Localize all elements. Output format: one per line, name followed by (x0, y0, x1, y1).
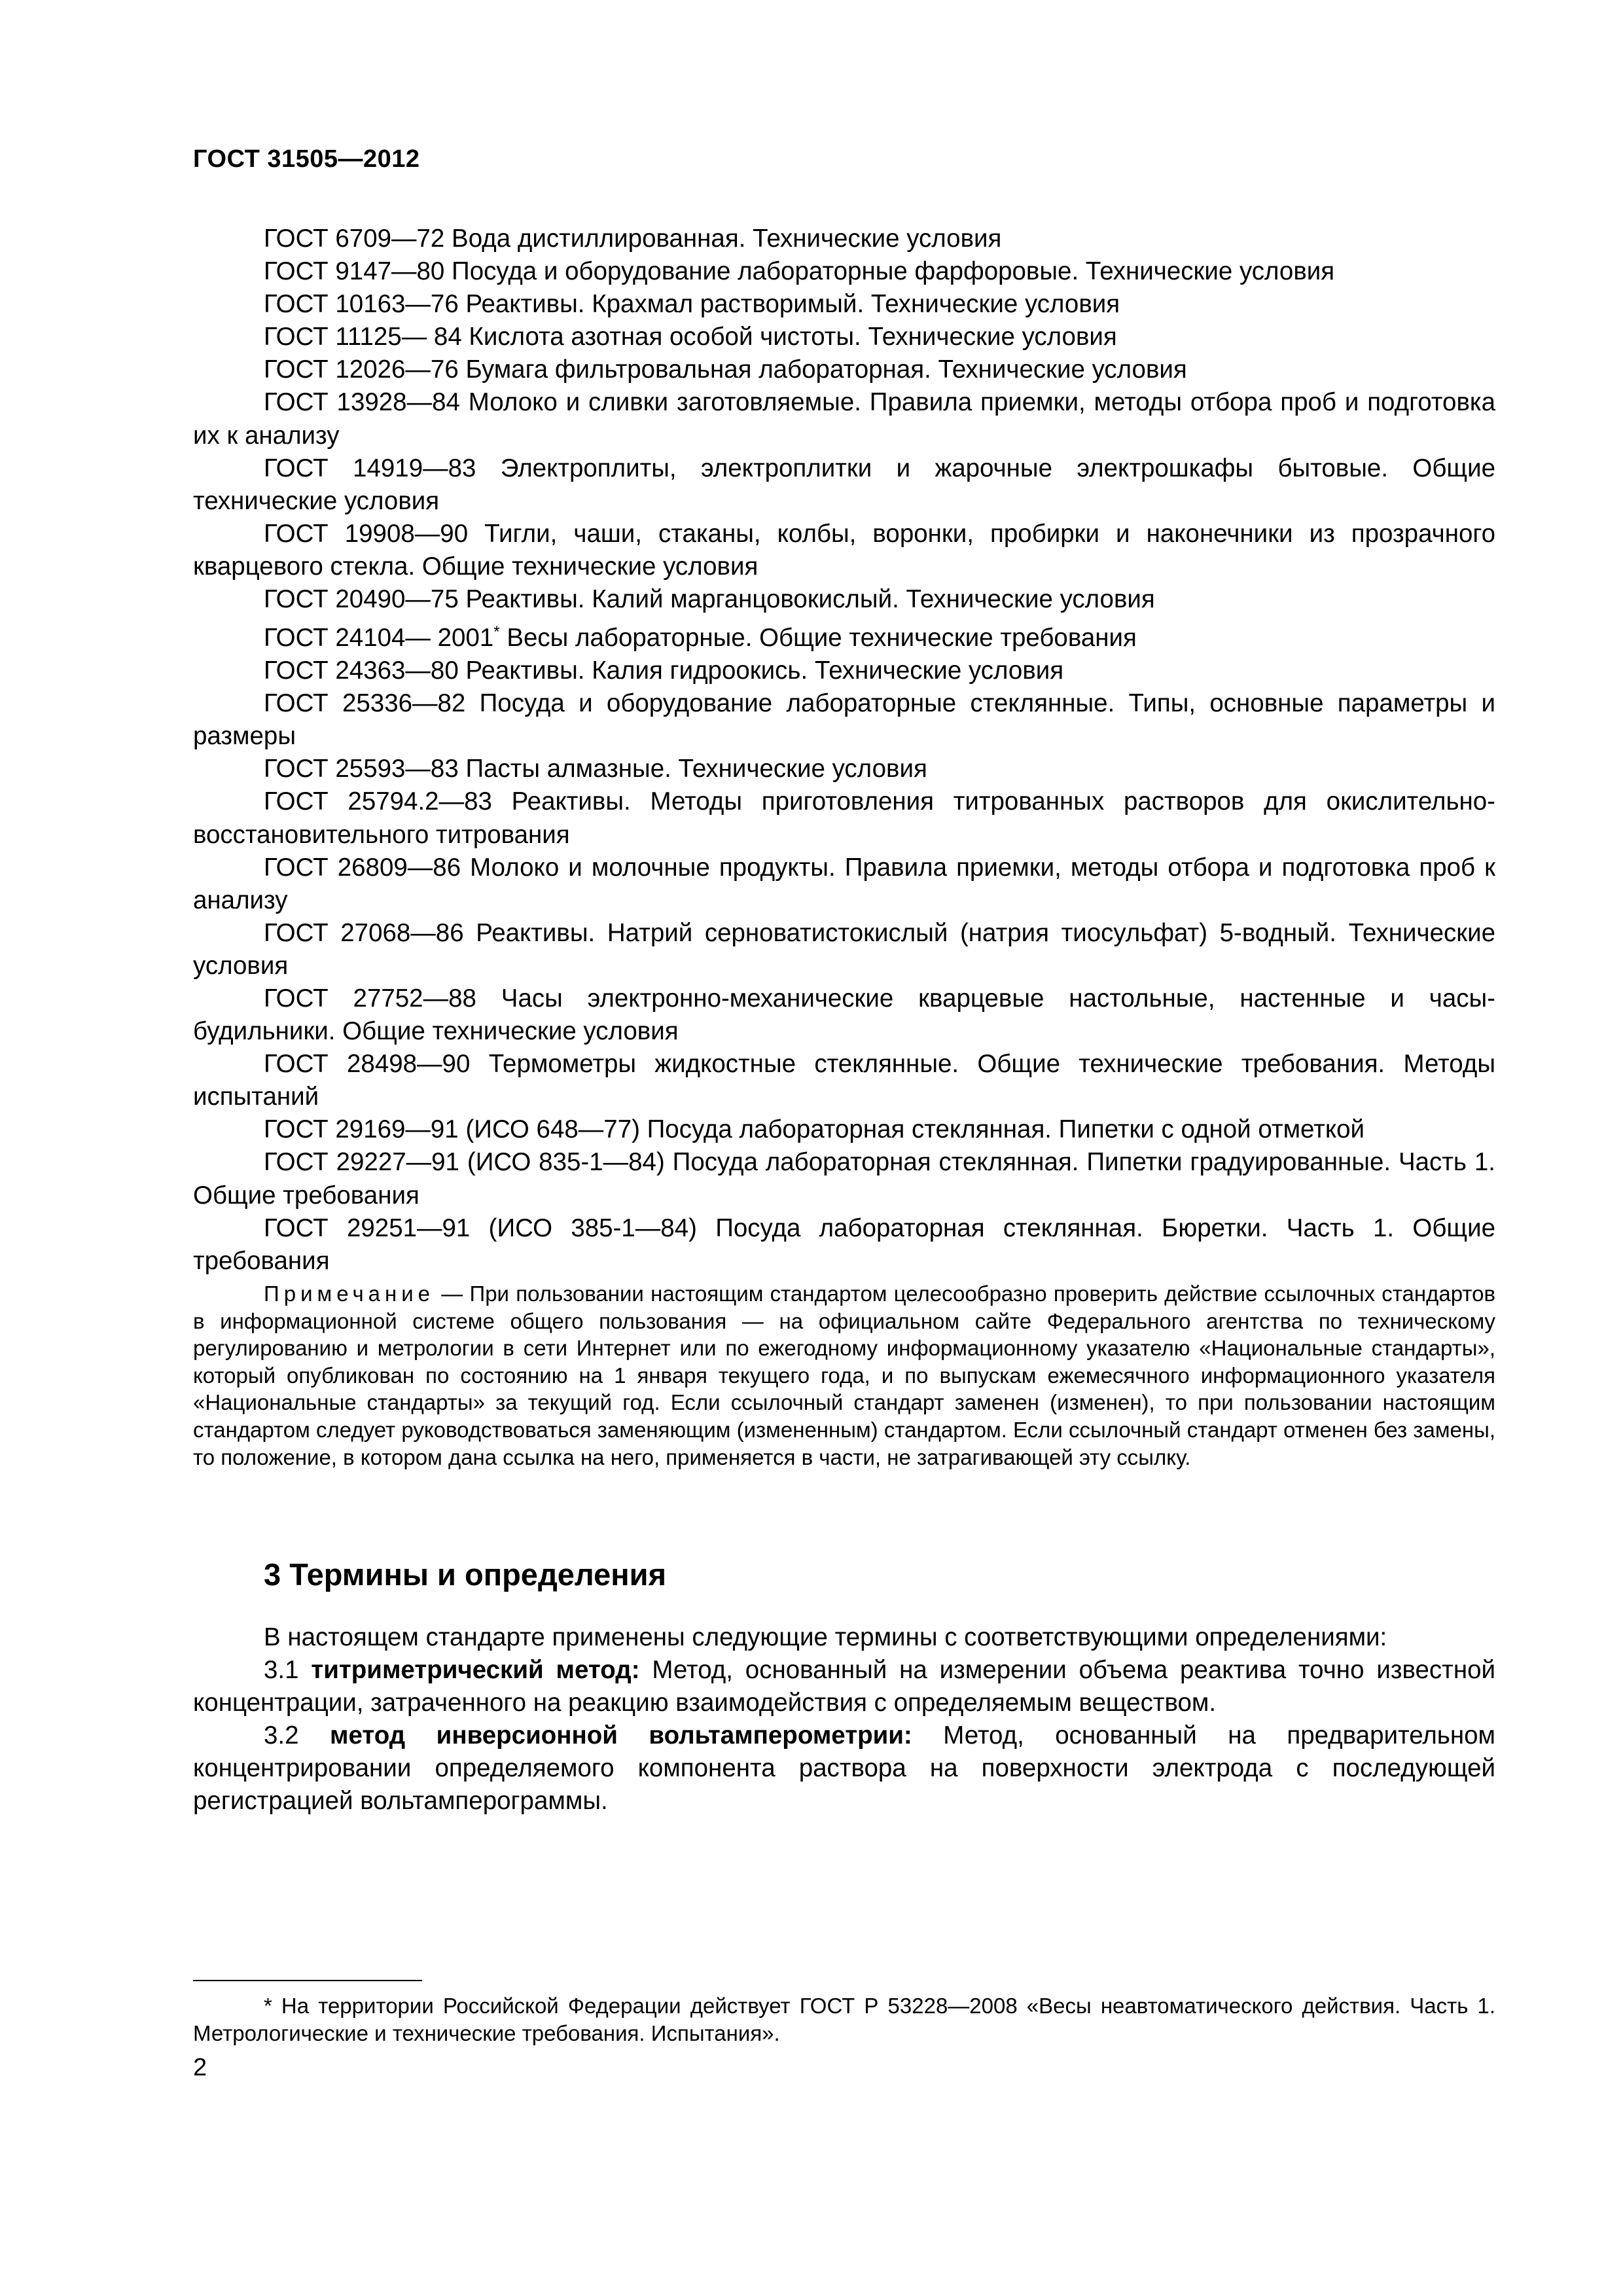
reference-item: ГОСТ 25336—82 Посуда и оборудование лабораторные стеклянные. Типы, основные параметры и размеры (193, 689, 1495, 751)
definitions-block (193, 1621, 1495, 1818)
reference-item: ГОСТ 25794.2—83 Реактивы. Методы приготовления титрованных растворов для окислительно-восстановительного титрования (193, 787, 1495, 849)
running-header: ГОСТ 31505—2012 (193, 145, 420, 173)
definition-text: Метод, основанный на предварительном концентрировании определяемого компонента раствора на поверхности электрода с последующей регистрацией вольтамперограммы. (193, 1721, 1495, 1816)
definition-term: титриметрический метод: (311, 1656, 640, 1685)
section-heading: 3 Термины и определения (264, 1557, 666, 1592)
reference-item: ГОСТ 9147—80 Посуда и оборудование лабораторные фарфоровые. Технические условия (264, 257, 1335, 286)
definition-number: 3.1 (264, 1656, 312, 1685)
note-block (193, 1280, 1495, 1471)
definition-number: 3.2 (264, 1721, 330, 1750)
reference-title: Весы лабораторные. Общие технические требования (499, 623, 1137, 652)
footnote-paragraph (193, 1992, 1495, 2047)
reference-item: ГОСТ 10163—76 Реактивы. Крахмал растворимый. Технические условия (264, 290, 1120, 319)
reference-item: ГОСТ 29169—91 (ИСО 648—77) Посуда лабораторная стеклянная. Пипетки с одной отметкой (264, 1115, 1365, 1144)
section-intro: В настоящем стандарте применены следующие термины с соответствующими определениями: (264, 1623, 1387, 1651)
definition-term: метод инверсионной вольтамперометрии: (330, 1721, 912, 1750)
reference-item: ГОСТ 24363—80 Реактивы. Калия гидроокись. Технические условия (264, 656, 1064, 685)
footnote (193, 1992, 1495, 2047)
reference-item: ГОСТ 20490—75 Реактивы. Калий марганцовокислый. Технические условия (264, 585, 1155, 614)
reference-number: ГОСТ 24104— 2001 (264, 623, 494, 652)
footnote-marker: * (493, 623, 500, 641)
definition-text: Метод, основанный на измерении объема реактива точно известной концентрации, затраченного на реакцию взаимодействия с определяемым веществом. (193, 1656, 1495, 1717)
reference-item: ГОСТ 11125— 84 Кислота азотная особой чистоты. Технические условия (264, 323, 1117, 351)
reference-item: ГОСТ 12026—76 Бумага фильтровальная лабораторная. Технические условия (264, 355, 1187, 384)
normative-references-list (193, 223, 1495, 1278)
reference-item: ГОСТ 29227—91 (ИСО 835-1—84) Посуда лабораторная стеклянная. Пипетки градуированные. Часть 1. Общие требования (193, 1148, 1495, 1210)
reference-item: ГОСТ 6709—72 Вода дистиллированная. Технические условия (264, 224, 1002, 253)
note-text: — При пользовании настоящим стандартом целесообразно проверить действие ссылочных стандартов в информационной системе общего пользования — на официальном сайте Федерального агентства по техническому регулированию и метрологии в сети Интернет или по ежегодному информационному указателю «Национальные стандарты», который опубликован по состоянию на 1 января текущего года, и по выпускам ежемесячного информационного указателя «Национальные стандарты» за текущий год. Если ссылочный стандарт заменен (изменен), то при пользовании настоящим стандартом следует руководствоваться заменяющим (измененным) стандартом. Если ссылочный стандарт отменен без замены, то положение, в котором дана ссылка на него, применяется в части, не затрагивающей эту ссылку. (193, 1282, 1495, 1469)
reference-item: ГОСТ 29251—91 (ИСО 385-1—84) Посуда лабораторная стеклянная. Бюретки. Часть 1. Общие требования (193, 1213, 1495, 1275)
footnote-divider (193, 1980, 422, 1981)
reference-item: ГОСТ 19908—90 Тигли, чаши, стаканы, колбы, воронки, пробирки и наконечники из прозрачного кварцевого стекла. Общие технические условия (193, 519, 1495, 581)
reference-item: ГОСТ 27752—88 Часы электронно-механические кварцевые настольные, настенные и часы-будильники. Общие технические условия (193, 984, 1495, 1046)
reference-item: ГОСТ 13928—84 Молоко и сливки заготовляемые. Правила приемки, методы отбора проб и подготовка их к анализу (193, 388, 1495, 450)
footnote-text: На территории Российской Федерации действует ГОСТ Р 53228—2008 «Весы неавтоматического действия. Часть 1. Метрологические и технические требования. Испытания». (193, 1994, 1495, 2045)
page-number: 2 (193, 2054, 207, 2081)
reference-item: ГОСТ 27068—86 Реактивы. Натрий серноватистокислый (натрия тиосульфат) 5-водный. Технические условия (193, 918, 1495, 980)
reference-item: ГОСТ 26809—86 Молоко и молочные продукты. Правила приемки, методы отбора и подготовка проб к анализу (193, 853, 1495, 914)
definition-item (193, 1719, 1495, 1818)
reference-item: ГОСТ 25593—83 Пасты алмазные. Технические условия (264, 755, 927, 783)
reference-item: ГОСТ 28498—90 Термометры жидкостные стеклянные. Общие технические требования. Методы испытаний (193, 1050, 1495, 1111)
reference-item: ГОСТ 14919—83 Электроплиты, электроплитки и жарочные электрошкафы бытовые. Общие технические условия (193, 454, 1495, 515)
reference-item (193, 616, 1495, 655)
note-label: Примечание (264, 1282, 435, 1306)
note-paragraph (193, 1280, 1495, 1471)
definition-item (193, 1654, 1495, 1719)
footnote-marker: * (264, 1994, 272, 2018)
